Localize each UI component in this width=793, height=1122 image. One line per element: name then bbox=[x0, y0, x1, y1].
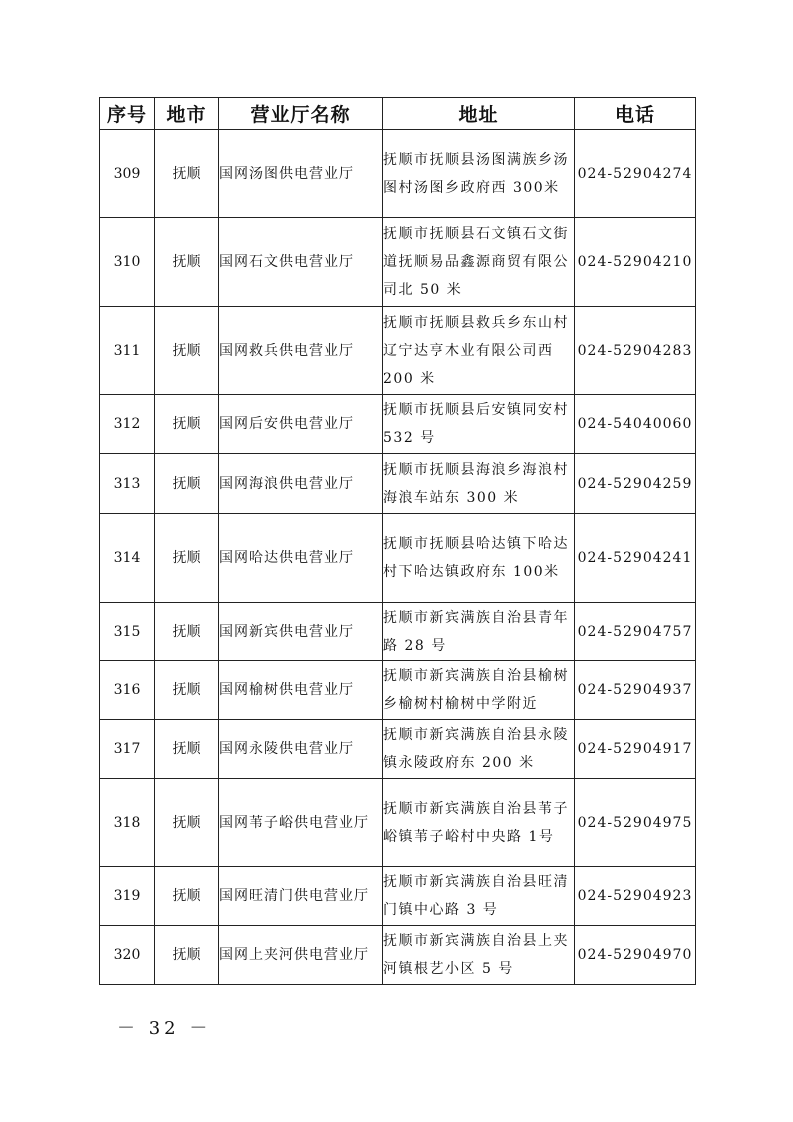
header-phone: 电话 bbox=[575, 98, 696, 130]
table-row bbox=[100, 130, 696, 218]
cell-city: 抚顺 bbox=[155, 307, 219, 395]
cell-city: 抚顺 bbox=[155, 661, 219, 720]
cell-index: 309 bbox=[100, 130, 155, 218]
header-city: 地市 bbox=[155, 98, 219, 130]
cell-address: 抚顺市新宾满族自治县榆树乡榆树村榆树中学附近 bbox=[383, 661, 575, 720]
cell-hall-name: 国网哈达供电营业厅 bbox=[219, 514, 383, 603]
table-row bbox=[100, 514, 696, 603]
cell-address: 抚顺市新宾满族自治县永陵镇永陵政府东 200 米 bbox=[383, 720, 575, 779]
cell-hall-name: 国网汤图供电营业厅 bbox=[219, 130, 383, 218]
table-row bbox=[100, 454, 696, 514]
cell-city: 抚顺 bbox=[155, 395, 219, 454]
cell-address: 抚顺市新宾满族自治县上夹河镇根艺小区 5 号 bbox=[383, 926, 575, 985]
cell-phone: 024-52904975 bbox=[575, 779, 696, 867]
cell-address: 抚顺市新宾满族自治县青年路 28 号 bbox=[383, 603, 575, 661]
cell-phone: 024-52904917 bbox=[575, 720, 696, 779]
service-hall-table bbox=[99, 97, 696, 985]
table-row bbox=[100, 603, 696, 661]
cell-address: 抚顺市新宾满族自治县旺清门镇中心路 3 号 bbox=[383, 867, 575, 926]
cell-hall-name: 国网永陵供电营业厅 bbox=[219, 720, 383, 779]
cell-hall-name: 国网后安供电营业厅 bbox=[219, 395, 383, 454]
table-row bbox=[100, 307, 696, 395]
cell-city: 抚顺 bbox=[155, 218, 219, 307]
cell-city: 抚顺 bbox=[155, 603, 219, 661]
cell-index: 317 bbox=[100, 720, 155, 779]
table-row bbox=[100, 926, 696, 985]
cell-index: 316 bbox=[100, 661, 155, 720]
cell-hall-name: 国网救兵供电营业厅 bbox=[219, 307, 383, 395]
cell-phone: 024-52904970 bbox=[575, 926, 696, 985]
cell-index: 318 bbox=[100, 779, 155, 867]
cell-index: 315 bbox=[100, 603, 155, 661]
cell-index: 312 bbox=[100, 395, 155, 454]
header-hall-name: 营业厅名称 bbox=[219, 98, 383, 130]
cell-index: 319 bbox=[100, 867, 155, 926]
header-address: 地址 bbox=[383, 98, 575, 130]
cell-phone: 024-52904241 bbox=[575, 514, 696, 603]
cell-index: 314 bbox=[100, 514, 155, 603]
cell-phone: 024-52904757 bbox=[575, 603, 696, 661]
cell-address: 抚顺市抚顺县哈达镇下哈达村下哈达镇政府东 100米 bbox=[383, 514, 575, 603]
cell-city: 抚顺 bbox=[155, 130, 219, 218]
table-row bbox=[100, 720, 696, 779]
cell-phone: 024-54040060 bbox=[575, 395, 696, 454]
cell-address: 抚顺市抚顺县后安镇同安村 532 号 bbox=[383, 395, 575, 454]
cell-phone: 024-52904937 bbox=[575, 661, 696, 720]
table-row bbox=[100, 661, 696, 720]
cell-city: 抚顺 bbox=[155, 867, 219, 926]
cell-index: 311 bbox=[100, 307, 155, 395]
cell-hall-name: 国网新宾供电营业厅 bbox=[219, 603, 383, 661]
table-row bbox=[100, 395, 696, 454]
page-number: － 32 － bbox=[117, 1018, 212, 1039]
cell-city: 抚顺 bbox=[155, 720, 219, 779]
cell-address: 抚顺市抚顺县救兵乡东山村辽宁达亨木业有限公司西 200 米 bbox=[383, 307, 575, 395]
cell-city: 抚顺 bbox=[155, 514, 219, 603]
cell-index: 313 bbox=[100, 454, 155, 514]
cell-hall-name: 国网苇子峪供电营业厅 bbox=[219, 779, 383, 867]
table-body bbox=[100, 130, 696, 985]
cell-address: 抚顺市抚顺县海浪乡海浪村海浪车站东 300 米 bbox=[383, 454, 575, 514]
cell-index: 310 bbox=[100, 218, 155, 307]
cell-phone: 024-52904274 bbox=[575, 130, 696, 218]
cell-phone: 024-52904210 bbox=[575, 218, 696, 307]
cell-hall-name: 国网上夹河供电营业厅 bbox=[219, 926, 383, 985]
cell-hall-name: 国网石文供电营业厅 bbox=[219, 218, 383, 307]
cell-index: 320 bbox=[100, 926, 155, 985]
table-row bbox=[100, 218, 696, 307]
cell-hall-name: 国网榆树供电营业厅 bbox=[219, 661, 383, 720]
cell-phone: 024-52904283 bbox=[575, 307, 696, 395]
cell-address: 抚顺市新宾满族自治县苇子峪镇苇子峪村中央路 1号 bbox=[383, 779, 575, 867]
cell-phone: 024-52904923 bbox=[575, 867, 696, 926]
cell-hall-name: 国网旺清门供电营业厅 bbox=[219, 867, 383, 926]
header-index: 序号 bbox=[100, 98, 155, 130]
cell-city: 抚顺 bbox=[155, 779, 219, 867]
cell-phone: 024-52904259 bbox=[575, 454, 696, 514]
table-header-row bbox=[100, 98, 696, 130]
cell-address: 抚顺市抚顺县汤图满族乡汤图村汤图乡政府西 300米 bbox=[383, 130, 575, 218]
table-row bbox=[100, 867, 696, 926]
cell-city: 抚顺 bbox=[155, 454, 219, 514]
cell-hall-name: 国网海浪供电营业厅 bbox=[219, 454, 383, 514]
cell-city: 抚顺 bbox=[155, 926, 219, 985]
table-row bbox=[100, 779, 696, 867]
cell-address: 抚顺市抚顺县石文镇石文街道抚顺易品鑫源商贸有限公司北 50 米 bbox=[383, 218, 575, 307]
